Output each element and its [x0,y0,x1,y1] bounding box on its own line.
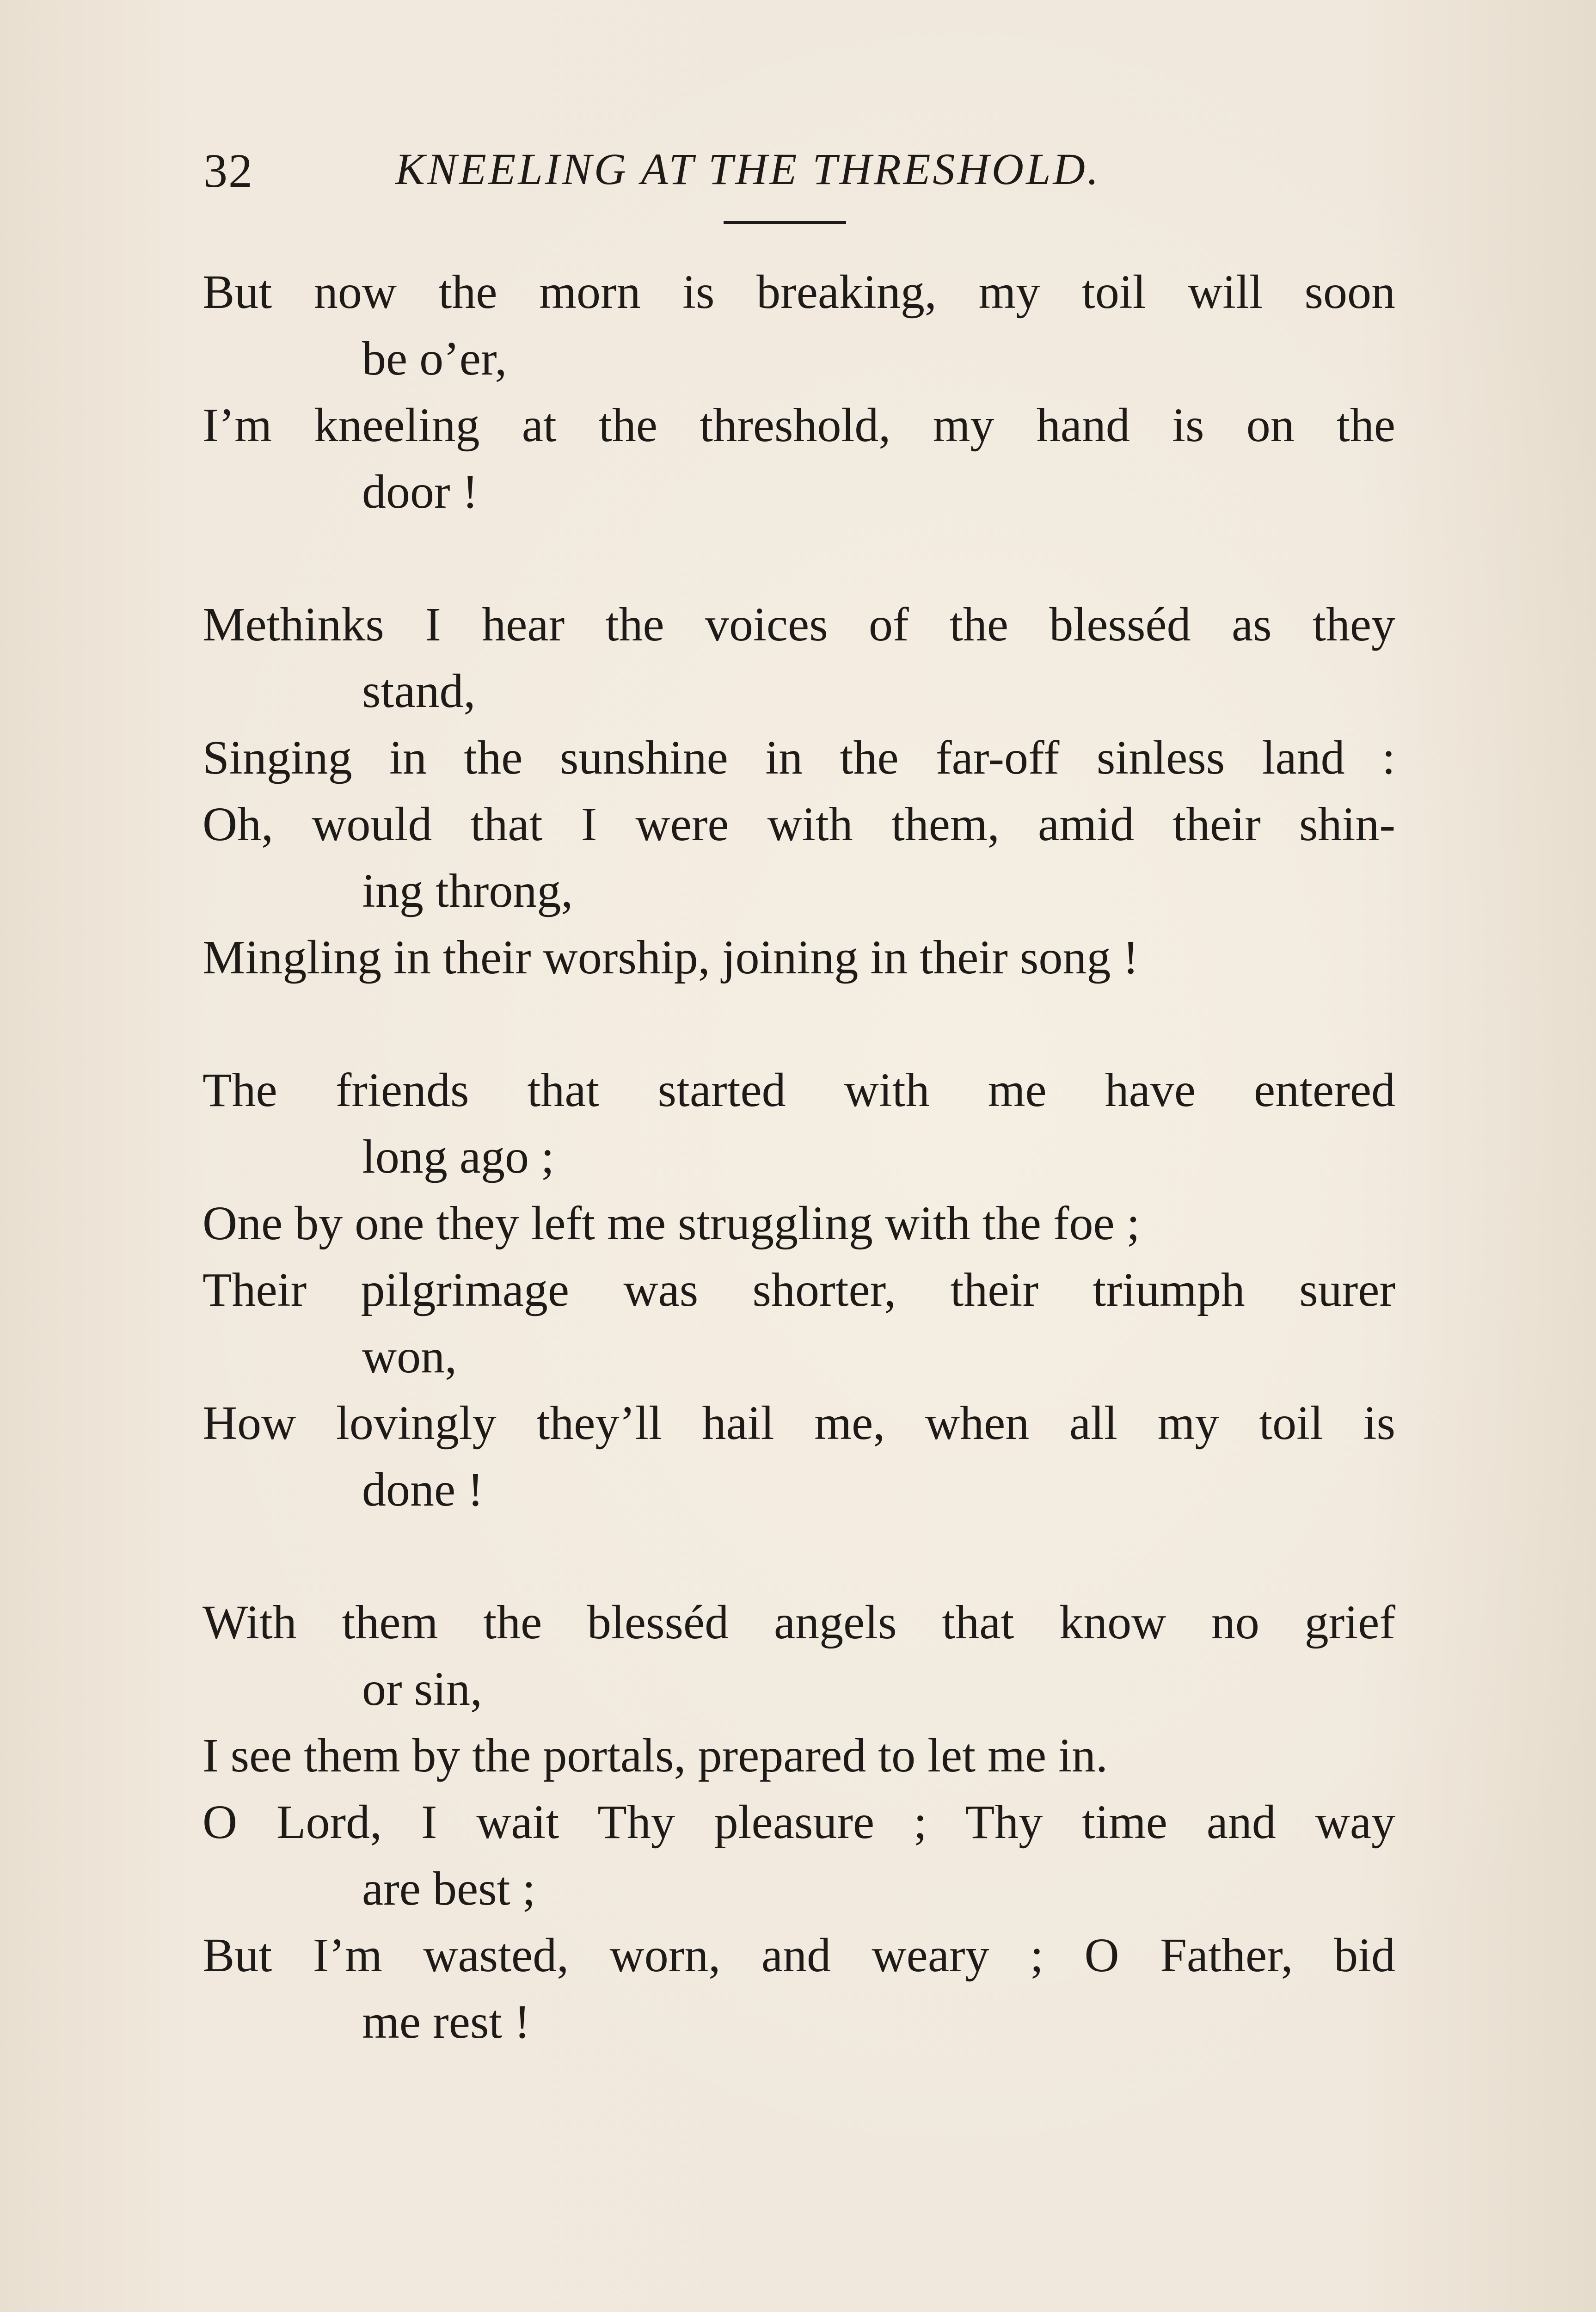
line-continuation: door ! [362,465,479,518]
verse-line [203,1922,1395,2055]
verse-line [203,1722,1395,1789]
verse-line [203,725,1395,791]
header-rule [724,221,846,224]
page-number: 32 [203,144,253,197]
poem-body [203,259,1395,2121]
verse-line [203,392,1395,525]
line-continuation: are best ; [362,1862,536,1915]
line-continuation: done ! [362,1463,484,1516]
verse-line [203,1190,1395,1257]
line-text: Mingling in their worship, joining in their song ! [203,931,1139,984]
running-head: KNEELING AT THE THRESHOLD. [395,144,1101,194]
line-text: The friends that started with me have entered [203,1064,1395,1117]
line-text: Methinks I hear the voices of the blesséd as they [203,598,1395,651]
stanza-1 [203,259,1395,525]
line-text: Singing in the sunshine in the far-off sinless land : [203,731,1395,784]
line-text: With them the blesséd angels that know no grief [203,1596,1395,1649]
line-text: Their pilgrimage was shorter, their triumph surer [203,1263,1395,1316]
line-text: But I’m wasted, worn, and weary ; O Father, bid [203,1929,1395,1982]
verse-line [203,259,1395,392]
line-text: Oh, would that I were with them, amid their shin- [203,798,1395,851]
line-continuation: long ago ; [362,1130,554,1183]
verse-line [203,1390,1395,1523]
stanza-2 [203,591,1395,991]
verse-line [203,1257,1395,1390]
stanza-4 [203,1589,1395,2055]
verse-line [203,1789,1395,1922]
stanza-3 [203,1057,1395,1523]
line-text: One by one they left me struggling with the foe ; [203,1197,1140,1250]
line-text: I see them by the portals, prepared to let me in. [203,1729,1108,1782]
line-text: O Lord, I wait Thy pleasure ; Thy time and way [203,1795,1395,1849]
page-header [203,139,1396,208]
line-continuation: won, [362,1330,457,1383]
line-continuation: be o’er, [362,332,507,385]
verse-line [203,1057,1395,1190]
line-continuation: ing throng, [362,864,573,917]
verse-line [203,591,1395,725]
line-text: How lovingly they’ll hail me, when all my toil is [203,1396,1395,1450]
verse-line [203,924,1395,991]
line-continuation: stand, [362,664,476,718]
line-continuation: or sin, [362,1662,482,1716]
verse-line [203,791,1395,924]
line-text: But now the morn is breaking, my toil will soon [203,265,1395,319]
verse-line [203,1589,1395,1722]
line-text: I’m kneeling at the threshold, my hand is on the [203,399,1395,452]
line-continuation: me rest ! [362,1995,530,2048]
